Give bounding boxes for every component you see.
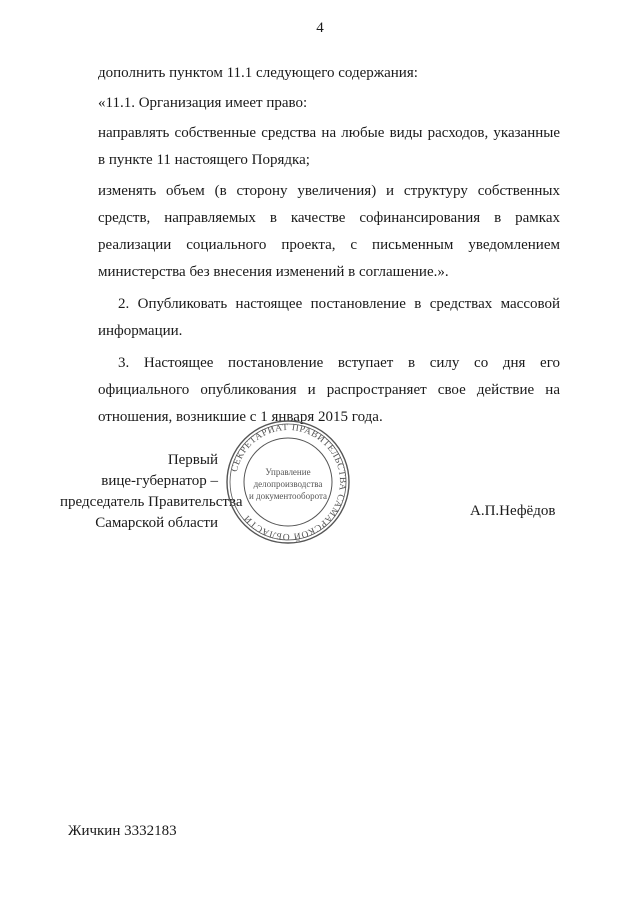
paragraph-4: изменять объем (в сторону увеличения) и структуру собственных средств, направляемых в качестве софинансирования в рамках реализации социального проекта, с письменным уведомлением министерства без внесения изменений в соглашение.». [98,183,560,280]
paragraph-1: дополнить пунктом 11.1 следующего содержания: [98,65,418,81]
paragraph-6: 3. Настоящее постановление вступает в силу со дня его официального опубликования и распространяет свое действие на отношения, возникшие с 1 января 2015 года. [98,355,560,425]
signer-title-line: Самарской области [95,515,218,531]
stamp-inner-line: Управление [265,467,311,477]
footer-contact: Жичкин 3332183 [68,823,177,839]
official-stamp [224,418,352,546]
stamp-inner-line: и документооборота [248,491,328,501]
body-text [98,60,560,431]
signer-title-line: председатель Правительства [60,494,243,510]
stamp-outer-text: СЕКРЕТАРИАТ ПРАВИТЕЛЬСТВА САМАРСКОЙ ОБЛАСТИ [230,422,348,542]
signer-title-line: Первый [167,452,218,468]
signer-title [60,450,243,534]
paragraph-2: «11.1. Организация имеет право: [98,95,308,111]
page-number: 4 [316,20,324,36]
signer-title-line: вице-губернатор – [101,473,218,489]
stamp-inner-line: делопроизводства [253,479,323,489]
paragraph-3: направлять собственные средства на любые виды расходов, указанные в пункте 11 настоящего Порядка; [98,125,560,168]
signer-name: А.П.Нефёдов [470,503,556,519]
paragraph-5: 2. Опубликовать настоящее постановление в средствах массовой информации. [98,296,560,339]
